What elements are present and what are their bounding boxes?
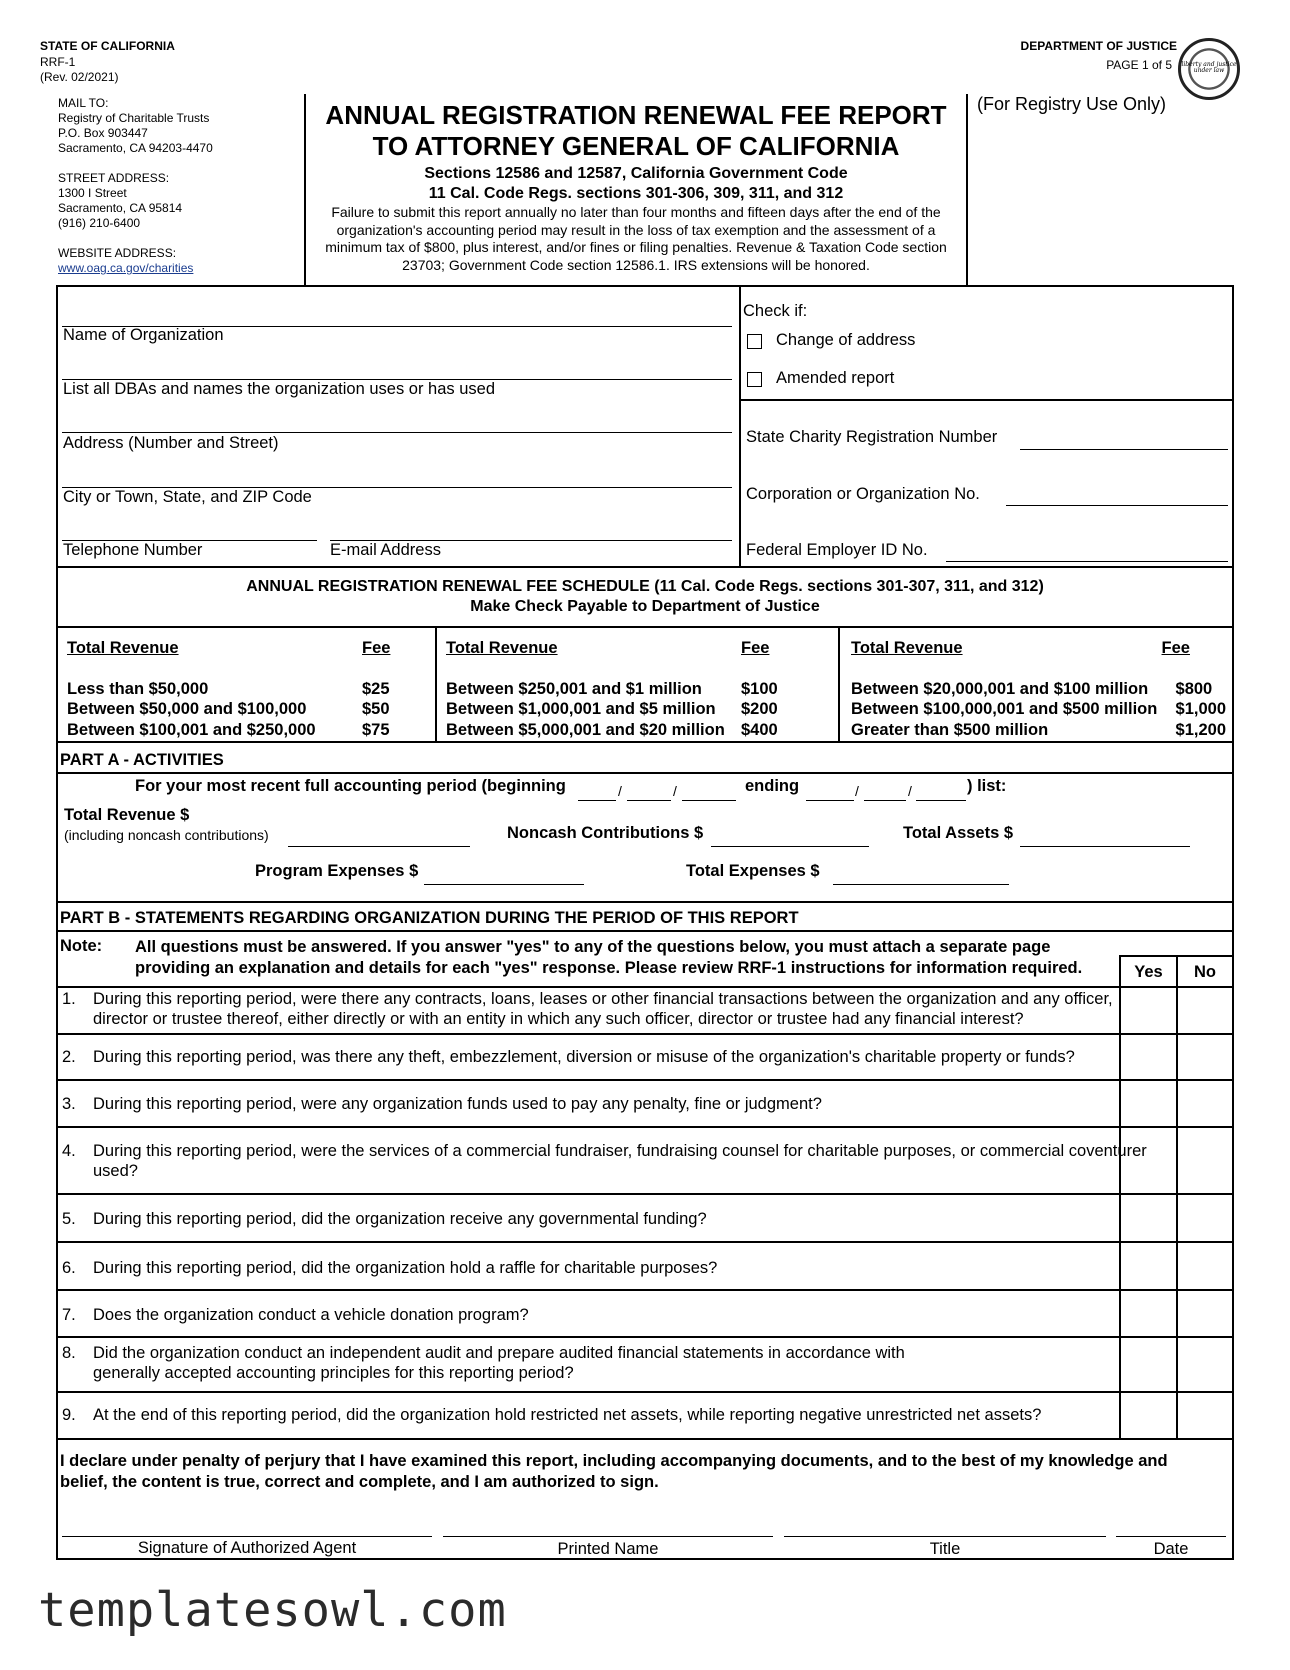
- website-link[interactable]: www.oag.ca.gov/charities: [58, 261, 194, 275]
- date-label: Date: [1153, 1540, 1189, 1558]
- fee-col-1-range-2: Between $50,000 and $100,000: [67, 700, 307, 718]
- charity-reg-line: [1020, 449, 1228, 450]
- fein-line: [946, 561, 1228, 562]
- fee-col-3-fee-2: $1,000: [1175, 700, 1226, 718]
- fein-label: Federal Employer ID No.: [746, 541, 928, 559]
- fee-col-2-range-1: Between $250,001 and $1 million: [446, 679, 702, 698]
- notice-line-2: organization's accounting period may result in the loss of tax exemption and the assessment of a: [336, 221, 936, 238]
- total-expenses-line[interactable]: [833, 884, 1009, 885]
- charity-reg-input[interactable]: [1020, 427, 1225, 447]
- fee-heading-1: ANNUAL REGISTRATION RENEWAL FEE SCHEDULE (11 Cal. Code Regs. sections 301-307, 311, and 312): [246, 578, 1044, 595]
- q2-no-cell[interactable]: [1178, 1035, 1233, 1079]
- q7-no-cell[interactable]: [1178, 1291, 1233, 1336]
- title-line-1: ANNUAL REGISTRATION RENEWAL FEE REPORT: [325, 100, 947, 130]
- q1-no-cell[interactable]: [1178, 988, 1233, 1033]
- q6-no-cell[interactable]: [1178, 1243, 1233, 1289]
- q-rule-4: [56, 1193, 1234, 1195]
- corp-no-line: [1006, 505, 1228, 506]
- email-input[interactable]: [330, 518, 730, 538]
- fee-col-2-fee-2: $200: [741, 700, 778, 718]
- begin-day-line[interactable]: [627, 800, 671, 801]
- fee-col-2-fee-1: $100: [741, 679, 778, 698]
- address-label: Address (Number and Street): [63, 434, 279, 452]
- q8-no-cell[interactable]: [1178, 1338, 1233, 1391]
- registry-use-only: (For Registry Use Only): [977, 94, 1167, 114]
- total-revenue-label: Total Revenue $: [64, 806, 190, 824]
- fee-col-3-fees: [1161, 638, 1226, 740]
- q-rule-2: [56, 1079, 1234, 1081]
- phone-label: Telephone Number: [63, 541, 203, 559]
- question-2-number: 2.: [62, 1048, 76, 1066]
- total-assets-line[interactable]: [1020, 846, 1190, 847]
- date-line[interactable]: [1116, 1536, 1226, 1537]
- title-sub-1: Sections 12586 and 12587, California Government Code: [424, 165, 848, 182]
- org-column-divider: [739, 286, 741, 567]
- amended-report-label: Amended report: [776, 369, 895, 387]
- end-slash-1: /: [855, 783, 859, 799]
- fee-col-3-range-3: Greater than $500 million: [851, 720, 1049, 739]
- watermark: templatesowl.com: [38, 1583, 507, 1638]
- address-input[interactable]: [63, 410, 723, 430]
- program-expenses-label: Program Expenses $: [255, 862, 419, 880]
- q-rule-5: [56, 1241, 1234, 1243]
- fee-col-3-fee-1: $800: [1175, 679, 1213, 698]
- end-slash-2: /: [908, 783, 912, 799]
- printed-name-line[interactable]: [443, 1536, 773, 1537]
- fee-col-divider-2: [838, 626, 840, 741]
- page-number: PAGE 1 of 5: [1106, 58, 1172, 72]
- note-line-1: All questions must be answered. If you answer "yes" to any of the questions below, you must attach a separate page: [135, 938, 1051, 956]
- question-6-number: 6.: [62, 1259, 76, 1277]
- mail-to-label: MAIL TO:: [58, 96, 109, 110]
- address-line: [62, 432, 732, 433]
- including-noncash-note: (including noncash contributions): [64, 827, 269, 843]
- q-rule-7: [56, 1336, 1234, 1338]
- fee-col-2-fee-3: $400: [741, 720, 778, 739]
- state-name: STATE OF CALIFORNIA: [40, 39, 175, 53]
- question-8-text: Did the organization conduct an independent audit and prepare audited financial statements in accordance with generally accepted accounting principles for this reporting period?: [93, 1344, 905, 1382]
- check-if-label: Check if:: [743, 302, 808, 320]
- question-5-number: 5.: [62, 1210, 76, 1228]
- mail-line-2: P.O. Box 903447: [58, 126, 148, 140]
- q-rule-8: [56, 1391, 1234, 1393]
- question-4-text: During this reporting period, were the services of a commercial fundraiser, fundraising counsel for charitable purposes, or commercial coventurer used?: [93, 1142, 1147, 1180]
- fee-col-divider-1: [435, 626, 437, 741]
- declaration: [60, 1451, 1230, 1493]
- title-sub-2: 11 Cal. Code Regs. sections 301-306, 309, 311, and 312: [428, 185, 844, 202]
- org-name-input[interactable]: [63, 304, 723, 324]
- fee-col-1-fee-header: Fee: [362, 639, 391, 657]
- signature-label: Signature of Authorized Agent: [137, 1539, 357, 1557]
- title-line-2: TO ATTORNEY GENERAL OF CALIFORNIA: [372, 131, 900, 161]
- q-rule-0: [56, 986, 1234, 988]
- fee-col-1-fees: [362, 638, 390, 740]
- fee-heading-2: Make Check Payable to Department of Justice: [470, 598, 820, 615]
- department-name: DEPARTMENT OF JUSTICE: [1020, 39, 1177, 53]
- list-label: ) list:: [967, 777, 1007, 795]
- question-3-number: 3.: [62, 1095, 76, 1113]
- fee-col-1-revenue-header: Total Revenue: [67, 639, 179, 657]
- change-address-checkbox[interactable]: [747, 334, 762, 349]
- title-line[interactable]: [784, 1536, 1106, 1537]
- mail-line-3: Sacramento, CA 94203-4470: [58, 141, 213, 155]
- question-1-number: 1.: [62, 990, 76, 1008]
- note-line-2: providing an explanation and details for each "yes" response. Please review RRF-1 instructions for information required.: [135, 958, 1083, 977]
- total-expenses-label: Total Expenses $: [686, 862, 820, 880]
- title-label: Title: [929, 1540, 961, 1558]
- question-5-text: During this reporting period, did the organization receive any governmental funding?: [93, 1210, 707, 1228]
- part-a-top-rule: [56, 741, 1234, 743]
- question-9-text: At the end of this reporting period, did the organization hold restricted net assets, while reporting negative unrestricted net assets?: [93, 1406, 1042, 1424]
- end-day-line[interactable]: [864, 800, 906, 801]
- q-rule-9: [56, 1438, 1234, 1440]
- q-rule-1: [56, 1033, 1234, 1035]
- begin-month-line[interactable]: [578, 800, 616, 801]
- fee-col-1-range-1: Less than $50,000: [67, 679, 209, 698]
- q5-no-cell[interactable]: [1178, 1195, 1233, 1241]
- mail-line-1: Registry of Charitable Trusts: [58, 111, 210, 125]
- fee-col-1-fee-3: $75: [362, 720, 390, 739]
- question-1-text: During this reporting period, were there any contracts, loans, leases or other financial transactions between the organization and any officer, director or trustee thereof, either directly or with an entity in which any such officer, director or trustee had any financial interest?: [93, 990, 1113, 1028]
- change-address-label: Change of address: [776, 331, 916, 349]
- q-rule-3: [56, 1126, 1234, 1128]
- question-7-number: 7.: [62, 1306, 76, 1324]
- question-7-text: Does the organization conduct a vehicle donation program?: [93, 1306, 529, 1324]
- fee-col-2: [446, 638, 725, 740]
- question-2-text: During this reporting period, was there any theft, embezzlement, diversion or misuse of the organization's charitable property or funds?: [93, 1048, 1075, 1066]
- fee-header-rule: [56, 626, 1234, 628]
- street-line-2: Sacramento, CA 95814: [58, 201, 183, 215]
- title-right-rule: [966, 94, 968, 286]
- seal-motto: liberty and justice under law: [1181, 61, 1237, 74]
- noncash-label: Noncash Contributions $: [507, 824, 704, 842]
- amended-report-checkbox[interactable]: [747, 372, 762, 387]
- q9-no-cell[interactable]: [1178, 1393, 1233, 1438]
- ending-label: ending: [745, 777, 800, 795]
- question-9-number: 9.: [62, 1406, 76, 1424]
- question-3-text: During this reporting period, were any organization funds used to pay any penalty, fine or judgment?: [93, 1095, 822, 1113]
- fee-col-1-fee-1: $25: [362, 679, 390, 698]
- question-4-number: 4.: [62, 1142, 76, 1160]
- check-box-bottom-rule: [739, 399, 1233, 401]
- fee-heading: [58, 577, 1232, 617]
- q3-no-cell[interactable]: [1178, 1081, 1233, 1126]
- yes-no-header-top: [1119, 955, 1234, 957]
- fee-col-3-revenue-header: Total Revenue: [851, 639, 963, 657]
- question-8-number: 8.: [62, 1344, 76, 1362]
- street-line-1: 1300 I Street: [58, 186, 127, 200]
- dba-input[interactable]: [63, 357, 723, 377]
- notice-line-1: Failure to submit this report annually no later than four months and fifteen days after the end of the: [331, 204, 941, 220]
- fee-col-3-range-1: Between $20,000,001 and $100 million: [851, 679, 1149, 698]
- fee-top-rule: [56, 566, 1234, 568]
- city-label: City or Town, State, and ZIP Code: [63, 488, 312, 506]
- part-b-title: PART B - STATEMENTS REGARDING ORGANIZATION DURING THE PERIOD OF THIS REPORT: [60, 909, 799, 927]
- total-assets-label: Total Assets $: [903, 824, 1014, 842]
- dba-label: List all DBAs and names the organization uses or has used: [63, 380, 495, 398]
- part-a-title-rule: [56, 772, 1234, 774]
- notice-line-3: minimum tax of $800, plus interest, and/or fines or filing penalties. Revenue & Taxation Code section: [325, 239, 947, 255]
- fein-input[interactable]: [946, 539, 1226, 559]
- question-6-text: During this reporting period, did the organization hold a raffle for charitable purposes?: [93, 1259, 718, 1277]
- corp-no-label: Corporation or Organization No.: [746, 485, 980, 503]
- period-text: For your most recent full accounting period (beginning: [135, 777, 566, 795]
- end-year-line[interactable]: [916, 800, 966, 801]
- charity-reg-label: State Charity Registration Number: [746, 428, 998, 446]
- no-header: No: [1194, 963, 1216, 981]
- noncash-line[interactable]: [711, 846, 869, 847]
- city-input[interactable]: [63, 465, 723, 485]
- begin-slash-1: /: [618, 783, 622, 799]
- fee-col-2-revenue-header: Total Revenue: [446, 639, 558, 657]
- note-label: Note:: [60, 937, 103, 955]
- q-rule-6: [56, 1289, 1234, 1291]
- fee-col-2-fees: [741, 638, 778, 740]
- declaration-line-2: belief, the content is true, correct and complete, and I am authorized to sign.: [60, 1473, 659, 1491]
- fee-col-3-fee-header: Fee: [1161, 639, 1190, 657]
- signature-line[interactable]: [62, 1536, 432, 1537]
- org-name-label: Name of Organization: [63, 326, 224, 344]
- note-text: [135, 937, 1082, 978]
- department-seal-icon: [1178, 38, 1240, 100]
- part-a-title: PART A - ACTIVITIES: [60, 751, 224, 769]
- program-expenses-line[interactable]: [424, 884, 584, 885]
- q8-yes-cell[interactable]: [1121, 1338, 1176, 1391]
- fee-col-1: [67, 638, 316, 740]
- title-block: [306, 100, 966, 274]
- begin-year-line[interactable]: [682, 800, 736, 801]
- fee-col-2-range-3: Between $5,000,001 and $20 million: [446, 720, 725, 739]
- street-line-3: (916) 210-6400: [58, 216, 141, 230]
- mail-block: [58, 96, 213, 276]
- fee-col-3-range-2: Between $100,000,001 and $500 million: [851, 700, 1158, 718]
- fee-col-1-range-3: Between $100,001 and $250,000: [67, 720, 316, 739]
- street-label: STREET ADDRESS:: [58, 171, 170, 185]
- notice-line-4: 23703; Government Code section 12586.1. IRS extensions will be honored.: [402, 256, 870, 273]
- end-month-line[interactable]: [806, 800, 854, 801]
- website-label: WEBSITE ADDRESS:: [58, 246, 177, 260]
- declaration-line-1: I declare under penalty of perjury that I have examined this report, including accompanying documents, and to the best of my knowledge and: [60, 1452, 1168, 1470]
- fee-col-2-fee-header: Fee: [741, 639, 770, 657]
- part-b-top-rule: [56, 901, 1234, 903]
- form-id: RRF-1: [40, 55, 76, 69]
- fee-col-3-fee-3: $1,200: [1175, 720, 1226, 739]
- fee-col-1-fee-2: $50: [362, 700, 390, 718]
- part-b-title-rule: [56, 930, 1234, 932]
- email-label: E-mail Address: [330, 541, 441, 559]
- printed-name-label: Printed Name: [557, 1540, 659, 1558]
- begin-slash-2: /: [673, 783, 677, 799]
- total-revenue-line[interactable]: [288, 846, 470, 847]
- form-revision: (Rev. 02/2021): [40, 70, 119, 84]
- phone-input[interactable]: [63, 518, 313, 538]
- fee-col-3: [851, 638, 1157, 740]
- q4-no-cell[interactable]: [1178, 1128, 1233, 1193]
- corp-no-input[interactable]: [1006, 483, 1226, 503]
- yes-header: Yes: [1134, 963, 1163, 981]
- fee-col-2-range-2: Between $1,000,001 and $5 million: [446, 700, 716, 718]
